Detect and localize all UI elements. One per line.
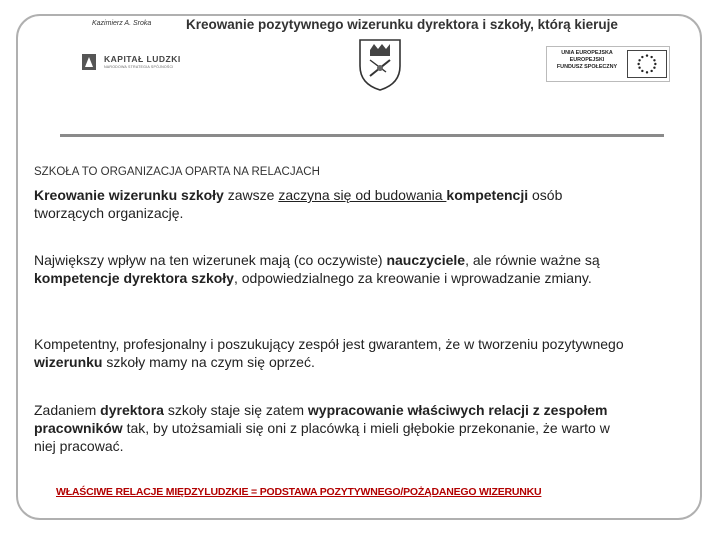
- p1-text-1: zawsze: [223, 187, 279, 203]
- header-divider: [60, 134, 664, 137]
- paragraph-2: [34, 251, 634, 287]
- paragraph-4: [34, 401, 634, 455]
- p4-text-3: tak, by utożsamiali się oni z placówką i mieli głębokie przekonanie, że warto w niej pracować.: [34, 420, 610, 454]
- kapital-ludzki-mark-icon: [82, 54, 96, 70]
- footer-summary: WŁAŚCIWE RELACJE MIĘDZYLUDZKIE = PODSTAWA POZYTYWNEGO/POŻĄDANEGO WIZERUNKU: [56, 486, 542, 498]
- p2-text-2: , ale równie ważne są: [465, 252, 600, 268]
- eu-logo-text: [551, 50, 623, 71]
- kapital-ludzki-subtitle: NARODOWA STRATEGIA SPÓJNOŚCI: [104, 65, 174, 69]
- eu-line-3: FUNDUSZ SPOŁECZNY: [556, 64, 618, 70]
- p2-text-1: Największy wpływ na ten wizerunek mają (co oczywiste): [34, 252, 387, 268]
- p4-text-2: szkoły staje się zatem: [163, 402, 308, 418]
- p4-bold-1: dyrektora: [100, 402, 164, 418]
- kapital-ludzki-name: KAPITAŁ LUDZKI: [104, 54, 181, 64]
- p2-text-3: , odpowiedzialnego za kreowanie i wprowadzanie zmiany.: [233, 270, 592, 286]
- section-heading: SZKOŁA TO ORGANIZACJA OPARTA NA RELACJACH: [34, 166, 320, 178]
- eu-flag-icon: [627, 50, 667, 78]
- eu-line-1: UNIA EUROPEJSKA: [561, 50, 613, 56]
- p2-bold-2: kompetencje dyrektora szkoły: [34, 270, 234, 286]
- kapital-ludzki-logo: [82, 52, 200, 74]
- p4-bold-2: wypracowanie właściwych relacji z zespołem pracowników: [34, 402, 608, 436]
- p3-text-1: Kompetentny, profesjonalny i poszukujący zespół jest gwarantem, że w tworzeniu pozytywnego: [34, 336, 624, 352]
- p2-bold-1: nauczyciele: [386, 252, 466, 268]
- p1-underlined: zaczyna się od budowania: [278, 187, 447, 203]
- eu-logo: [546, 46, 670, 82]
- p1-bold-2: kompetencji: [446, 187, 529, 203]
- p3-text-2: szkoły mamy na czym się oprzeć.: [102, 354, 315, 370]
- paragraph-3: [34, 335, 634, 371]
- eu-line-2: EUROPEJSKI: [569, 57, 605, 63]
- paragraph-1: [34, 186, 634, 222]
- author-name: Kazimierz A. Srokа: [92, 20, 152, 27]
- school-crest-icon: [356, 36, 404, 92]
- slide-title: Kreowanie pozytywnego wizerunku dyrektora i szkoły, którą kieruje: [186, 17, 618, 32]
- p3-bold-1: wizerunku: [34, 354, 103, 370]
- p4-text-1: Zadaniem: [34, 402, 101, 418]
- p1-text-2: osób tworzących organizację.: [34, 187, 563, 221]
- p1-bold-1: Kreowanie wizerunku szkoły: [34, 187, 224, 203]
